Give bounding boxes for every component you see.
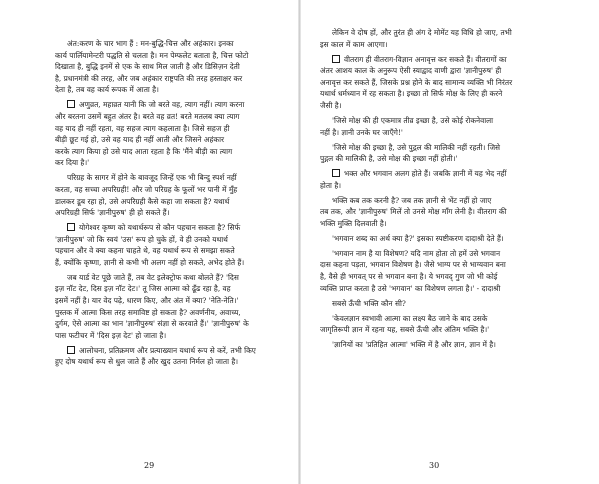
text-line: इस काल में काम आएगा। <box>320 39 388 49</box>
text-line: 'ज्ञानियों का 'प्रतिहित आत्मा' भक्ति में है और ज्ञान, ज्ञान में है। <box>332 340 496 350</box>
text-line: वह याद ही नहीं रहता, वह सहज त्याग कहलाता है। जिसे सहज ही <box>55 123 230 133</box>
text-line: जागृतिरूपी ज्ञान में रहना यह, सबसे ऊँची और अंतिम भक्ति है।' <box>320 325 490 335</box>
text-line-content: अणुव्रत, महाव्रत यानी कि जो बरते वह, त्याग नहीं। त्याग करना <box>79 100 245 110</box>
text-line: भक्ति कब तक करनी है? जब तक ज्ञानी से भेंट नहीं हो जाए <box>332 195 492 205</box>
text-line-content: वीतराग ही वीतराग-विज्ञान अनावृत्त कर सकते हैं। वीतरागों का <box>344 54 507 64</box>
text-line: नहीं है। ज्ञानी उनके घर जाएँगे!' <box>320 127 403 137</box>
text-line: पुस्तक में आत्मा किस तरह समाविष्ट हो सकता है? अवर्णनीय, अवाच्य, <box>55 307 241 317</box>
text-line-content: भक्त और भगवान अलग होते हैं। जबकि ज्ञानी में यह भेद नहीं <box>344 169 507 179</box>
text-line: करता, वह सच्चा अपरिग्रही! और जो परिग्रह के फूलों भर पानी में मुँह <box>55 184 238 194</box>
text-line: है, वैसे ही भगवत् पर से भगवान बना है। ये भगवद् गुण जो भी कोई <box>320 272 498 282</box>
text-line: जब यार्ड वेट पूछे जाते हैं, तब वेट इलेक्ट्रोफ कथा बोलते हैं? 'दिस <box>67 272 239 282</box>
paragraph <box>320 195 555 230</box>
paragraph <box>55 272 286 342</box>
bulleted-paragraph <box>55 99 286 169</box>
text-line: 'ज्ञानीपुरुष' जो कि स्वयं 'उस' रूप हो चुके हों, वे ही उनको यथार्थ <box>55 234 228 244</box>
right-page <box>300 0 599 484</box>
page-number: 30 <box>429 461 440 471</box>
text-line: 'भगवान नाम है या विशेषण? यदि नाम होता तो हमें उसे भगवान <box>332 248 501 258</box>
text-line: 'जिसे मोक्ष की इच्छा है, उसे पुद्गल की मालिकी नहीं रहती। जिसे <box>332 142 501 152</box>
text-line: सबसे ऊँची भक्ति कौन सी? <box>332 298 406 308</box>
text-line: यथार्थ धर्मध्यान में रह सकता है। इच्छा तो सिर्फ मोक्ष के लिए ही करने <box>320 89 503 99</box>
text-line <box>320 54 555 66</box>
page-number: 29 <box>144 461 155 471</box>
text-line: जैसी है। <box>320 100 342 110</box>
text-line: अपरिग्रही सिर्फ 'ज्ञानीपुरुष' ही हो सकते हैं। <box>55 208 170 218</box>
bulleted-paragraph <box>320 54 555 112</box>
text-line: हुए दोष यथार्थ रूप से धुल जाते हैं और खुद उतना निर्मल हो जाता है। <box>55 357 239 367</box>
text-line: डालकर डूब रहा हो, उसे अपरिग्रही कैसे कहा जा सकता है? यथार्थ <box>55 196 230 206</box>
paragraph <box>320 27 555 50</box>
text-line: 'भगवान शब्द का अर्थ क्या है?' इसका स्पष्टीकरण दादाश्री देते हैं। <box>332 233 504 243</box>
text-line: भक्ति मुक्ति दिलवाती है। <box>320 218 387 228</box>
checkbox-bullet-icon <box>67 223 75 231</box>
text-line: और बरतना उसमें बहुत अंतर है। बरते वह व्रत! बरते मतलब क्या त्याग <box>55 111 240 121</box>
text-line: इसमें नहीं है। यार वेद पढ़े, धारण किए, और अंत में क्या? 'नेति-नेति।' <box>55 296 239 306</box>
checkbox-bullet-icon <box>332 169 340 177</box>
text-line: होता है। <box>320 180 342 190</box>
text-line: दास कहना पड़ता, भगवान विशेषण है। जैसे भाग्य पर से भाग्यवान बना <box>320 260 506 270</box>
paragraph <box>320 298 555 310</box>
text-line: 'केवलज्ञान स्वभावी आत्मा का लक्ष्य बैठ जाने के बाद उसके <box>332 313 488 323</box>
text-line: देता है, तब वह कार्य रूपक में आता है। <box>55 85 159 95</box>
text-line: दिखाता है, बुद्धि इनमें से एक के साथ मिल जाती है और डिसिज़न देती <box>55 62 240 72</box>
text-line: अंतर आशय काल के अनुरूप ऐसी स्याद्वाद वाणी द्वारा 'ज्ञानीपुरुष' ही <box>320 66 502 76</box>
text-line: इज़ नॉट देट, दिस इज़ नॉट देट।' तू जिस आत्मा को ढूँढ रहा है, वह <box>55 284 231 294</box>
text-line: परिग्रह के सागर में होने के बावजूद जिन्हें एक भी बिन्दु स्पर्श नहीं <box>67 173 237 183</box>
text-line <box>320 168 555 180</box>
text-line <box>55 99 286 111</box>
text-line: है, प्रधानमंत्री की तरह, और जब अहंकार राष्ट्रपति की तरह हस्ताक्षर कर <box>55 73 243 83</box>
paragraph <box>320 313 555 336</box>
text-line: कर दिया है।' <box>55 158 90 168</box>
text-line-content: आलोचना, प्रतिक्रमण और प्रत्याख्यान यथार्थ रूप से करें, तभी किए <box>79 345 256 355</box>
text-line <box>55 345 286 357</box>
text-line: पुद्गल की मालिकी है, उसे मोक्ष की इच्छा नहीं होती।' <box>320 154 458 164</box>
bulleted-paragraph <box>55 222 286 268</box>
text-line <box>55 222 286 234</box>
text-line: पहचान और वे क्या कहना चाहते थे, वह यथार्थ रूप से समझा सकते <box>55 246 235 256</box>
paragraph <box>320 248 555 294</box>
text-line: हैं, क्योंकि कृष्णा, ज्ञानी से कभी भी अलग नहीं हो सकते, अभेद होते हैं। <box>55 257 245 267</box>
checkbox-bullet-icon <box>67 346 75 354</box>
paragraph <box>320 115 555 138</box>
text-line: कार्य पार्लियामेन्टरी पद्धति से चलता है। मन पेम्फलेट बताता है, चित्त फोटो <box>55 50 249 60</box>
text-line: अंत:करण के चार भाग हैं : मन-बुद्धि-चित्त और अहंकार। इनका <box>67 39 234 48</box>
paragraph <box>320 142 555 165</box>
text-line: व्यक्ति प्राप्त करता है उसे 'भगवान' का विशेषण लगता है।' - दादाश्री <box>320 283 501 293</box>
paragraph <box>320 339 555 351</box>
text-line: करके त्याग किया हो उसे याद आता रहता है कि 'मैंने बीड़ी का त्याग <box>55 146 233 156</box>
paragraph <box>55 172 286 218</box>
text-line: तब तक, और 'ज्ञानीपुरुष' मिलें तो उनसे मोक्ष माँग लेनी है। वीतराग की <box>320 207 507 217</box>
text-line: लेकिन वे दोष हों, और तुरंत ही अंग दे मोमेंट यह विधि हो जाए, तभी <box>332 28 512 37</box>
text-line: पास फटीचर में 'दिस इज़ देट' हो जाता है। <box>55 330 167 340</box>
text-line: बीड़ी छूट गई हो, उसे वह याद ही नहीं आती और जिसने अहंकार <box>55 135 225 145</box>
text-line-content: योगेश्वर कृष्ण को यथार्थरूप से कौन पहचान सकता है? सिर्फ <box>79 223 241 233</box>
paragraph <box>55 38 286 96</box>
text-line: 'जिसे मोक्ष की ही एकमात्र तीव्र इच्छा है, उसे कोई रोकनेवाला <box>332 115 494 125</box>
checkbox-bullet-icon <box>67 100 75 108</box>
text-line: दुर्गम, ऐसे आत्मा का भान 'ज्ञानीपुरुष' संज्ञा से करवाते हैं।' 'ज्ञानीपुरुष' के <box>55 319 249 329</box>
paragraph <box>320 233 555 245</box>
checkbox-bullet-icon <box>332 55 340 63</box>
bulleted-paragraph <box>55 345 286 368</box>
bulleted-paragraph <box>320 168 555 191</box>
text-line: अनावृत्त कर सकते हैं, जिसके प्रश्न होने के बाद सामान्य व्यक्ति भी निरंतर <box>320 77 513 87</box>
